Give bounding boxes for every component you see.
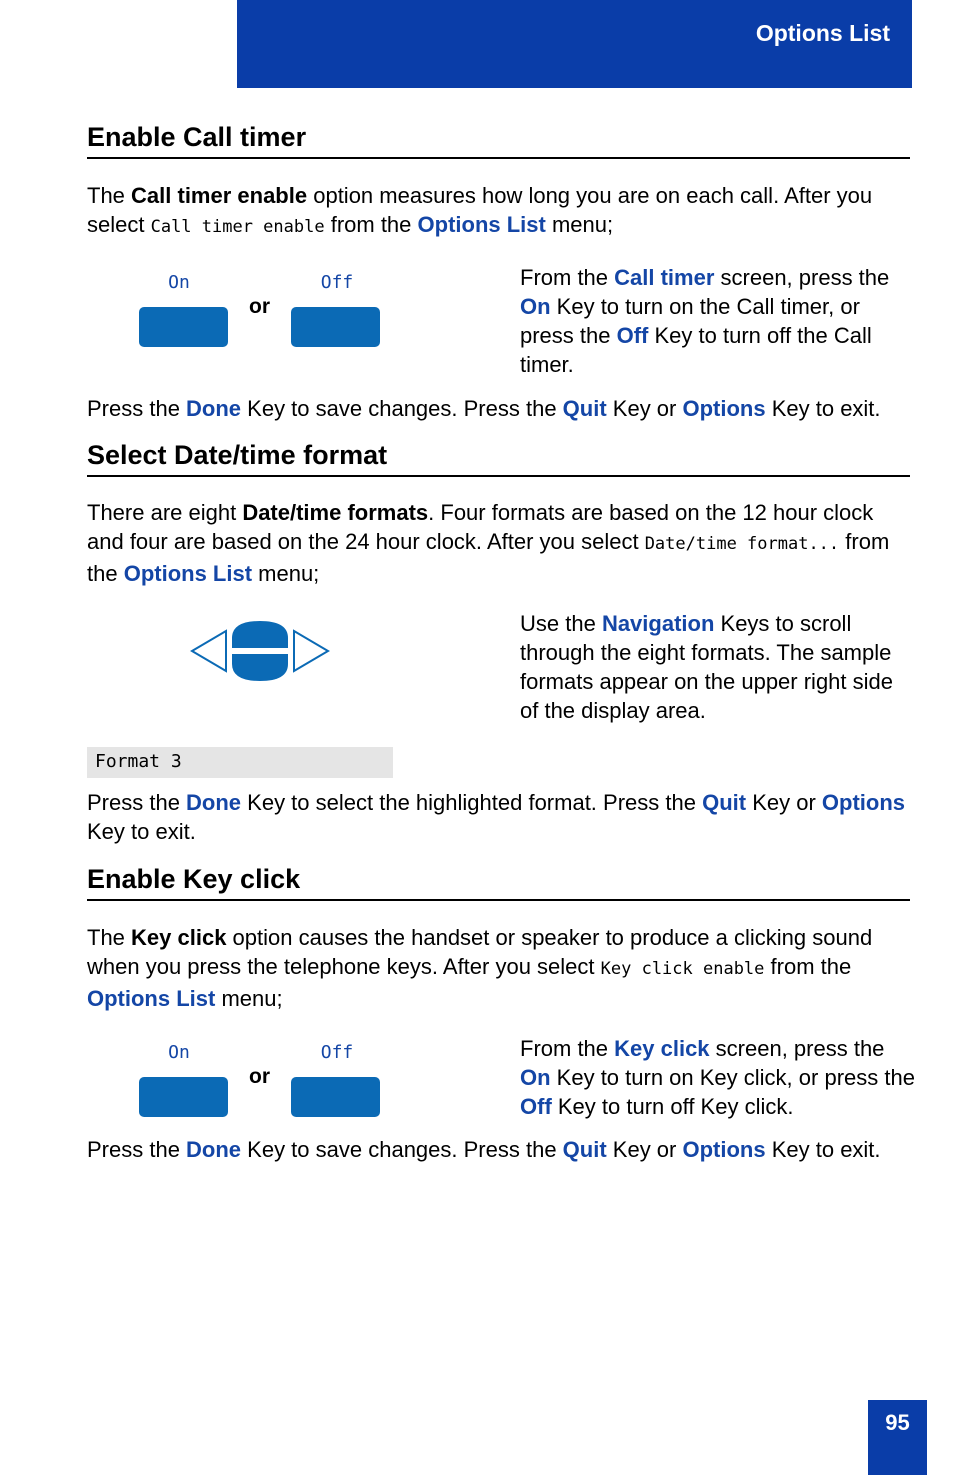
call-timer-intro: The Call timer enable option measures how long you are on each call. After you select Call timer enable from the Options List menu; bbox=[87, 183, 873, 237]
format-display-text: Format 3 bbox=[95, 751, 182, 772]
or-text: or bbox=[249, 295, 270, 318]
on-key-label: On bbox=[168, 272, 190, 293]
page-number: 95 bbox=[885, 1410, 910, 1435]
key-click-instructions: From the Key click screen, press the On Key to turn on Key click, or press the Off Key to turn off Key click. bbox=[520, 1036, 915, 1119]
date-time-instructions: Use the Navigation Keys to scroll through the eight formats. The sample formats appear on the upper right side of the display area. bbox=[520, 611, 894, 723]
call-timer-footer: Press the Done Key to save changes. Press the Quit Key or Options Key to exit. bbox=[87, 396, 881, 421]
header-title: Options List bbox=[755, 20, 890, 46]
off-softkey-button[interactable] bbox=[291, 307, 380, 347]
nav-down-key[interactable] bbox=[232, 654, 288, 681]
nav-right-key[interactable] bbox=[294, 631, 328, 671]
or-text: or bbox=[249, 1065, 270, 1088]
nav-left-key[interactable] bbox=[192, 631, 226, 671]
on-key-label: On bbox=[168, 1042, 190, 1063]
navigation-keys-icon bbox=[190, 618, 332, 684]
date-time-intro: There are eight Date/time formats. Four formats are based on the 12 hour clock and four are based on the 24 hour clock. After you select Date/time format... from the Options List menu; bbox=[87, 500, 890, 586]
section-heading-date-time: Select Date/time format bbox=[87, 440, 910, 477]
on-softkey-button[interactable] bbox=[139, 307, 228, 347]
date-time-footer: Press the Done Key to select the highlighted format. Press the Quit Key or Options Key to exit. bbox=[87, 790, 905, 844]
nav-up-key[interactable] bbox=[232, 621, 288, 648]
off-softkey-button[interactable] bbox=[291, 1077, 380, 1117]
format-display bbox=[87, 747, 393, 778]
off-key-label: Off bbox=[320, 1042, 354, 1063]
section-heading-key-click: Enable Key click bbox=[87, 864, 910, 901]
call-timer-instructions: From the Call timer screen, press the On Key to turn on the Call timer, or press the Off Key to turn off the Call timer. bbox=[520, 265, 890, 377]
off-key-label: Off bbox=[320, 272, 354, 293]
section-heading-call-timer: Enable Call timer bbox=[87, 122, 910, 159]
page-number-box bbox=[868, 1400, 927, 1475]
key-click-footer: Press the Done Key to save changes. Press the Quit Key or Options Key to exit. bbox=[87, 1137, 881, 1162]
on-softkey-button[interactable] bbox=[139, 1077, 228, 1117]
key-click-intro: The Key click option causes the handset or speaker to produce a clicking sound when you press the telephone keys. After you select Key click enable from the Options List menu; bbox=[87, 925, 873, 1011]
header-bar bbox=[237, 0, 912, 88]
